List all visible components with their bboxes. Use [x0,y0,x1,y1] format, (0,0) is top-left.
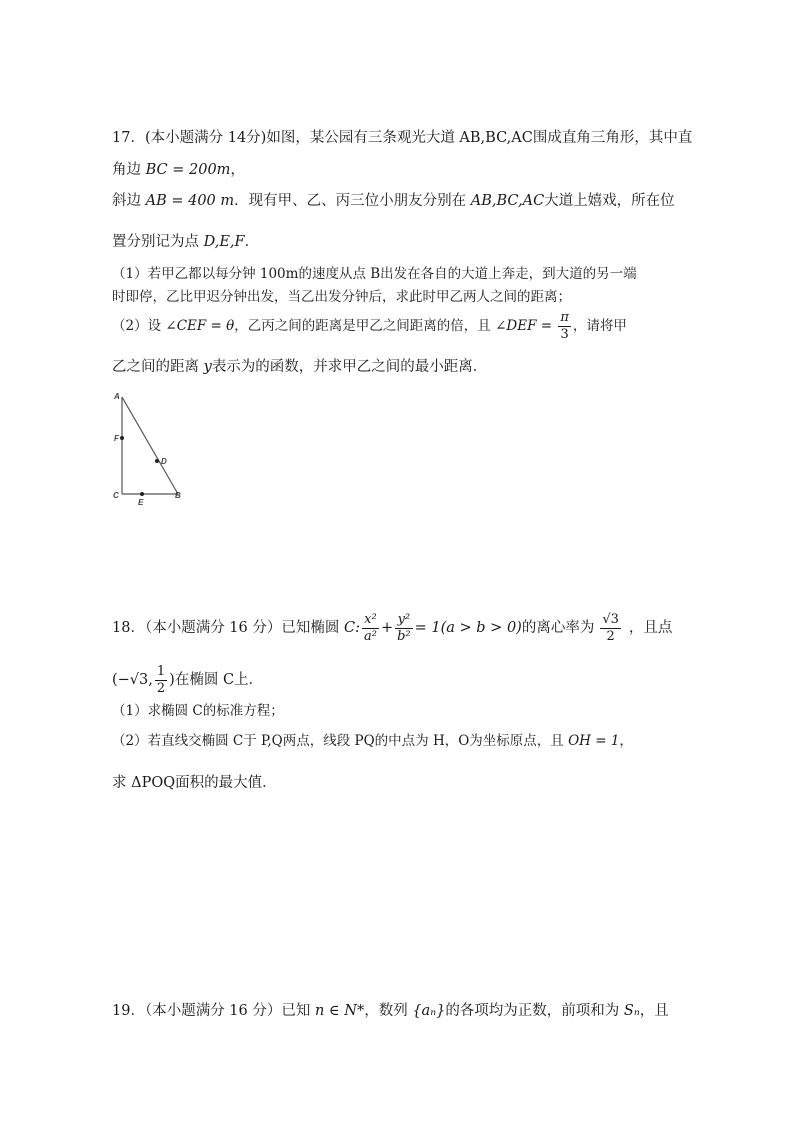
q18-ecc-num: √3 [602,611,619,627]
q19-line-1 [112,1001,669,1021]
q18-eccentricity [600,612,621,645]
label-e: E [138,498,144,507]
q17-part2-c: ，请将甲 [572,318,627,334]
q17-line-3-a: 斜边 [112,193,146,209]
label-f: F [114,434,119,443]
q18-frac-x-den: a² [363,628,377,644]
q18-frac-y [395,612,413,645]
q18-ellipse-c: C: [343,620,360,636]
q18-line-2-end: 在椭圆 C上． [174,672,264,688]
q18-point-frac-den: 2 [156,680,166,696]
q17-var-y: y [203,359,212,375]
label-a: A [114,392,120,401]
q17-line-3-b: ．现有甲、乙、丙三位小朋友分别在 [234,193,471,209]
q17-line-3-c: 大道上嬉戏，所在位 [544,193,675,209]
q18-frac-x [362,612,379,645]
q17-pi-over-3 [558,310,571,343]
q19-line-1-a: 19．（本小题满分 16 分）已知 [112,1003,315,1019]
q18-line-1-c: ，且点 [628,620,673,636]
q17-roads: AB,BC,AC [470,193,545,209]
q17-part2-b: ，乙丙之间的距离是甲乙之间距离的倍，且 [234,318,496,334]
q17-part2-line-1 [112,309,627,343]
q18-part-2-line-1 [112,731,633,751]
q19-n-in-n: n ∈ N* [314,1003,365,1019]
q17-line-3 [112,191,675,211]
label-d: D [161,457,167,466]
q17-angle-cef: ∠CEF = θ [165,318,235,334]
side-ab [122,397,178,494]
q18-ecc-den: 2 [606,628,615,644]
q19-line-1-d: ，且 [639,1003,669,1019]
q18-oh: OH = 1 [568,733,620,749]
q18-plus: + [380,620,394,636]
q17-points: D,E,F [203,234,245,250]
point-e [140,492,144,496]
q18-part-1: （1）求椭圆 C的标准方程； [112,703,284,719]
q17-frac-num: π [560,310,569,325]
q17-part1-line-2: 时即停，乙比甲迟分钟出发，当乙出发分钟后，求此时甲乙两人之间的距离； [112,289,571,305]
q17-bc-length: BC = 200m [145,162,231,178]
q19-sequence: {aₙ} [412,1003,446,1019]
q17-line-2-text: 角边 [112,162,146,178]
q18-frac-x-num: x² [362,612,379,629]
q18-frac-y-num: y² [395,612,413,629]
q17-frac-den: 3 [560,327,569,342]
q18-frac-y-den: b² [397,628,411,644]
q19-line-1-c: 的各项均为正数，前项和为 [445,1003,624,1019]
q18-part2-b: ， [619,733,633,749]
q18-line-1 [112,606,672,650]
q17-part2-line2-b: 表示为的函数，并求甲乙之间的最小距离． [211,359,488,375]
q19-sn: Sₙ [623,1003,640,1019]
label-c: C [113,491,119,500]
q17-line-2 [112,160,245,180]
q17-angle-def: ∠DEF = [495,318,557,334]
q18-equation-rhs: = 1(a > b > 0) [414,620,522,636]
q17-ab-length: AB = 400 m [145,193,235,209]
label-b: B [175,491,181,500]
q19-line-1-b: ，数列 [364,1003,413,1019]
q17-line-4-a: 置分别记为点 [112,234,204,250]
point-f [120,436,124,440]
point-d [155,459,159,463]
q17-part1-line-1: （1）若甲乙都以每分钟 100m的速度从点 B出发在各自的大道上奔走，到大道的另一端 [112,266,637,282]
q17-line-2-end: ， [230,162,245,178]
q18-part-2-line-2: 求 ΔPOQ面积的最大值． [112,775,277,791]
q17-part2-line2-a: 乙之间的距离 [112,359,204,375]
q18-part2-a: （2）若直线交椭圆 C于 P,Q两点，线段 PQ的中点为 H，O为坐标原点，且 [112,733,569,749]
q17-line-1: 17．(本小题满分 14分)如图，某公园有三条观光大道 AB,BC,AC围成直角三角形，其中直 [112,130,693,146]
q18-point-b: ) [169,672,175,688]
q17-line-4 [112,232,259,252]
q18-point-a: (−√3, [112,672,153,688]
q18-point-frac [155,664,167,697]
q18-line-1-a: 18．（本小题满分 16 分）已知椭圆 [112,620,344,636]
q17-part2-a: （2）设 [112,318,166,334]
q18-line-1-b: 的离心率为 [521,620,595,636]
q17-line-4-b: ． [244,234,260,250]
q18-line-2 [112,662,263,698]
q18-point-frac-num: 1 [156,663,166,679]
triangle-figure [108,390,193,510]
q17-part2-line-2 [112,357,487,377]
